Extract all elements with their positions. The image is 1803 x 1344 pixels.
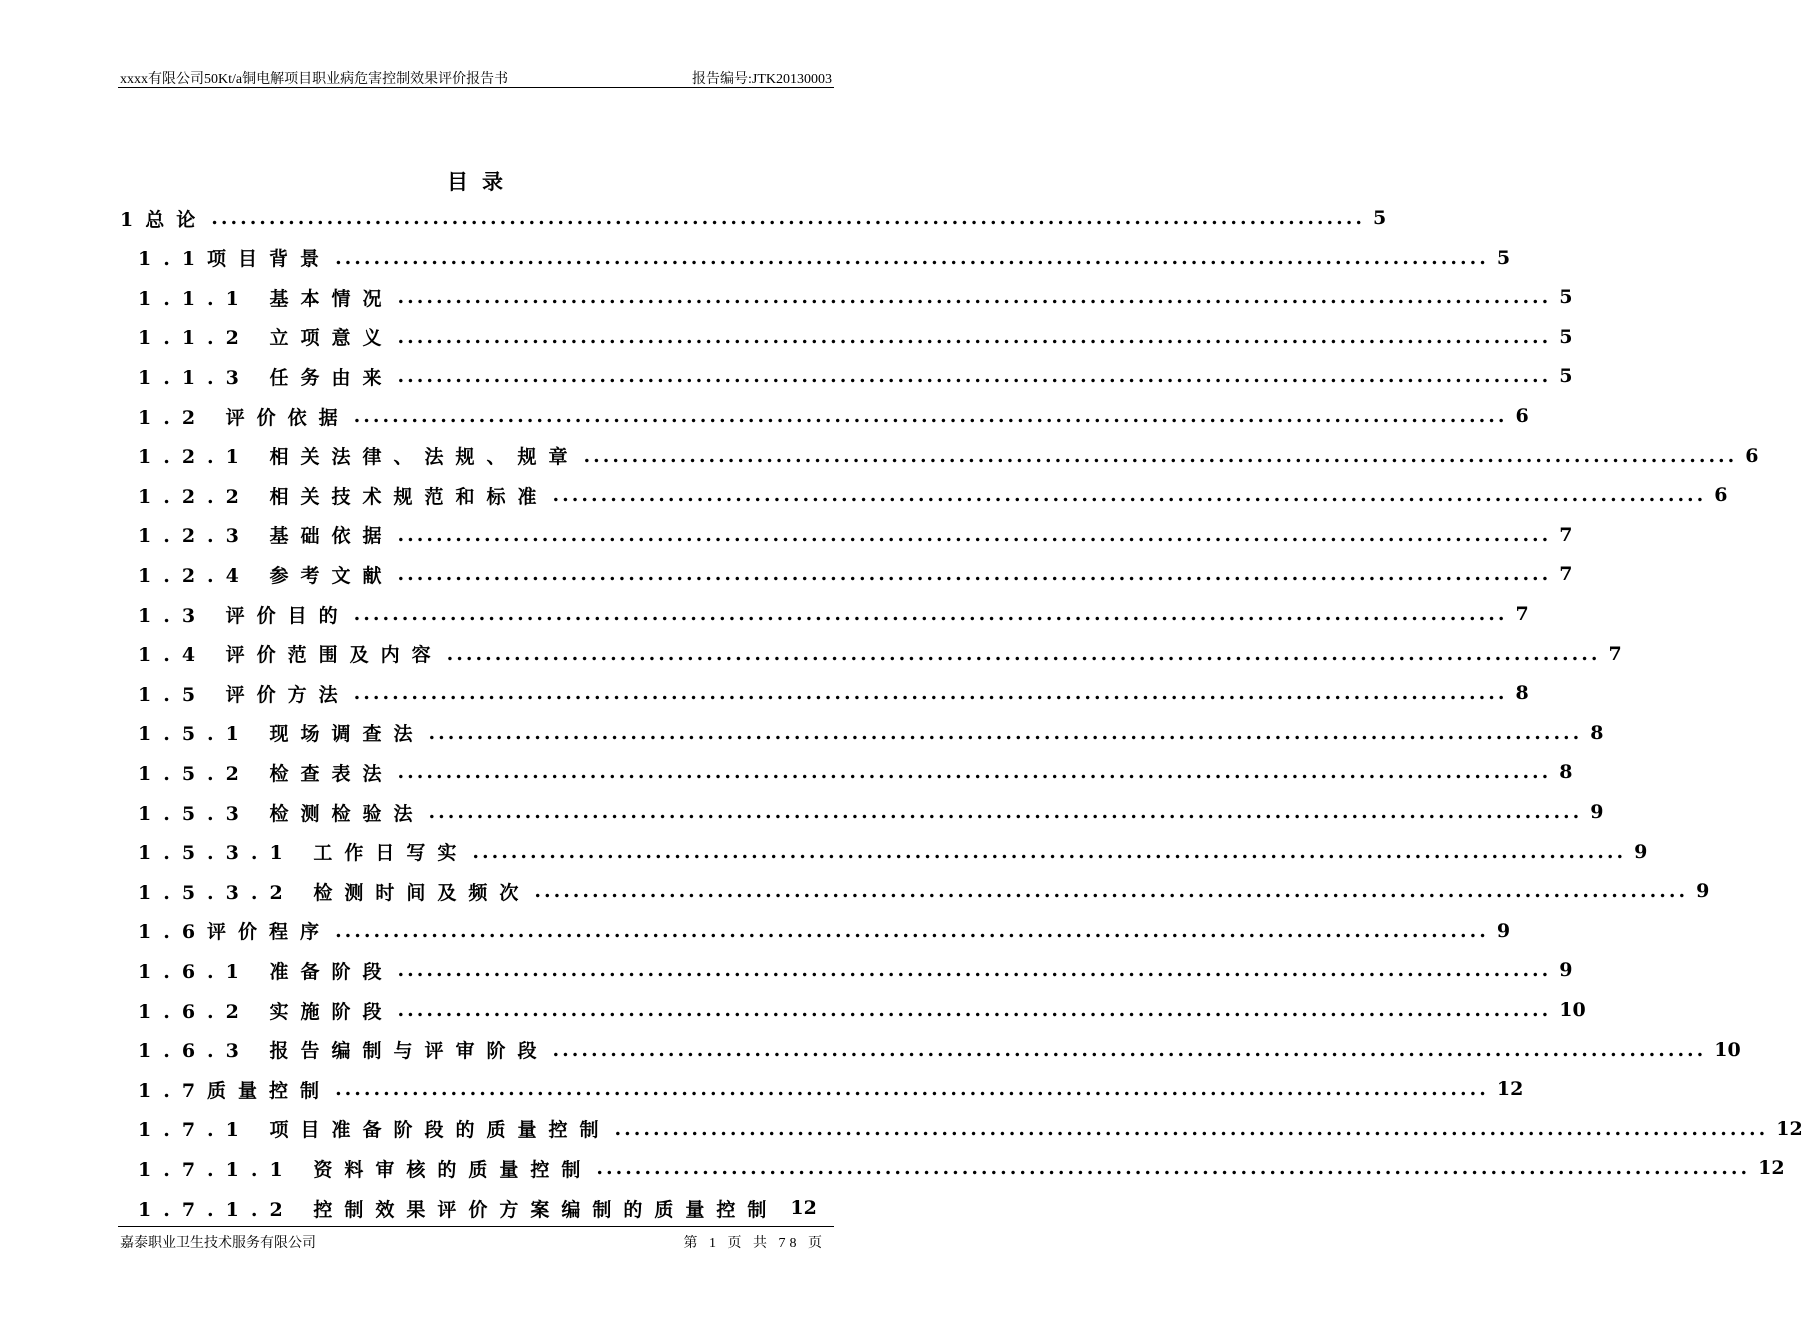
toc-entry-label: 1.1.2 立项意义 [138, 327, 394, 350]
toc-entry-label: 1.5.3 检测检验法 [138, 802, 425, 825]
toc-entry[interactable] [138, 916, 1511, 946]
toc-entry-label: 1.6.3 报告编制与评审阶段 [138, 1040, 549, 1063]
toc-entry-label: 1.1.1 基本情况 [138, 287, 394, 310]
toc-entry-label: 1.1项目背景 [138, 248, 332, 271]
toc-entry-label: 1.7.1 项目准备阶段的质量控制 [138, 1119, 611, 1142]
toc-entry-label: 1.7质量控制 [138, 1079, 332, 1102]
toc-entry-label: 1.7.1.2 控制效果评价方案编制的质量控制 [138, 1198, 779, 1221]
toc-entry-page: 7 [1559, 563, 1573, 586]
toc-entry[interactable] [138, 361, 1573, 391]
toc-entry-page: 10 [1714, 1038, 1741, 1061]
toc-entry-page: 8 [1590, 721, 1604, 744]
toc-leader-dots: ........................................................................................................................ [397, 959, 1552, 982]
toc-entry[interactable] [138, 876, 1710, 906]
toc-leader-dots: ........................................................................................................................ [211, 207, 1366, 229]
toc-entry-page: 9 [1559, 959, 1573, 982]
toc-leader-dots: ........................................................................................................................ [552, 1038, 1707, 1061]
toc-entry[interactable] [138, 1193, 816, 1223]
toc-entry[interactable] [138, 480, 1728, 510]
toc-entry[interactable] [138, 1035, 1741, 1065]
footer-page-number: 第 1 页 共 78 页 [683, 1236, 826, 1251]
toc-entry-page: 5 [1373, 207, 1387, 229]
toc-entry[interactable] [120, 203, 1387, 233]
toc-entry[interactable] [138, 678, 1529, 708]
toc-entry[interactable] [138, 1114, 1803, 1144]
toc-entry-label: 1.2.2 相关技术规范和标准 [138, 485, 549, 508]
toc-entry-page: 8 [1559, 761, 1573, 784]
toc-leader-dots: ........................................................................................................................ [335, 246, 1489, 269]
toc-entry-page: 9 [1634, 840, 1648, 863]
toc-leader-dots: ........................................................................................................................ [397, 523, 1552, 546]
toc-entry[interactable] [138, 441, 1759, 471]
toc-entry[interactable] [138, 599, 1529, 629]
toc-leader-dots: ........................................................................................................................ [397, 365, 1552, 388]
toc-leader-dots: ........................................................................................................................ [428, 721, 1583, 744]
toc-entry-page: 6 [1714, 484, 1728, 507]
toc-entry-label: 1.2.4 参考文献 [138, 564, 394, 587]
toc-entry[interactable] [138, 797, 1604, 827]
toc-entry[interactable] [138, 757, 1573, 787]
toc-leader-dots: ........................................................................................................................ [397, 761, 1552, 784]
toc-entry-page: 12 [1758, 1157, 1785, 1180]
toc-entry-page: 9 [1696, 880, 1710, 903]
toc-entry-label: 1.2 评价依据 [138, 406, 350, 429]
toc-entry[interactable] [138, 243, 1511, 273]
toc-entry[interactable] [138, 955, 1573, 985]
toc-leader-dots: ........................................................................................................................ [552, 484, 1707, 507]
toc-entry-page: 6 [1745, 444, 1759, 467]
toc-entry-label: 1.2.3 基础依据 [138, 525, 394, 548]
toc-entry-page: 5 [1559, 365, 1573, 388]
toc-leader-dots: ........................................................................................................................ [335, 1078, 1489, 1101]
toc-leader-dots: ........................................................................................................................ [397, 325, 1552, 348]
toc-leader-dots: ........................................................................................................................ [472, 840, 1627, 863]
toc-entry-label: 1.5.3.2 检测时间及频次 [138, 881, 531, 904]
footer-company: 嘉泰职业卫生技术服务有限公司 [120, 1236, 316, 1251]
toc-entry-page: 8 [1515, 682, 1529, 705]
toc-leader-dots: ........................................................................................................................ [534, 880, 1689, 903]
toc-leader-dots: ........................................................................................................................ [428, 801, 1583, 823]
toc-entry[interactable] [138, 639, 1622, 669]
toc-leader-dots: ........................................................................................................................ [353, 405, 1508, 427]
toc-entry[interactable] [138, 401, 1529, 431]
toc-entry[interactable] [138, 1074, 1524, 1104]
toc-entry[interactable] [138, 1153, 1785, 1183]
toc-entry-label: 1.3 评价目的 [138, 604, 350, 627]
toc-leader-dots: ........................................................................................................................ [353, 603, 1508, 625]
toc-entry[interactable] [138, 837, 1648, 867]
toc-entry-page: 7 [1608, 642, 1622, 665]
toc-entry-label: 1.5.3.1 工作日写实 [138, 842, 469, 865]
toc-leader-dots: ........................................................................................................................ [335, 919, 1489, 942]
toc-leader-dots: ........................................................................................................................ [596, 1157, 1751, 1180]
toc-entry-label: 1.6.1 准备阶段 [138, 960, 394, 983]
toc-entry-label: 1.1.3 任务由来 [138, 366, 394, 389]
footer-divider [118, 1226, 834, 1227]
toc-entry-page: 10 [1559, 999, 1586, 1021]
toc-entry[interactable] [138, 282, 1573, 312]
toc-entry[interactable] [138, 718, 1604, 748]
toc-entry-label: 1.5.1 现场调查法 [138, 723, 425, 746]
toc-entry-page: 5 [1496, 246, 1511, 269]
toc-title: 目录 [447, 169, 517, 194]
toc-entry-page: 9 [1496, 919, 1511, 942]
toc-entry-label: 1.4 评价范围及内容 [138, 644, 443, 667]
header-report-title: xxxx有限公司50Kt/a铜电解项目职业病危害控制效果评价报告书 [120, 72, 509, 87]
toc-entry[interactable] [138, 322, 1573, 352]
toc-leader-dots: ........................................................................................................................ [614, 1117, 1769, 1140]
toc-entry-label: 1.2.1 相关法律、法规、规章 [138, 446, 580, 469]
page-footer [120, 1232, 832, 1254]
toc-entry-page: 12 [1496, 1078, 1524, 1101]
toc-entry-label: 1.6.2 实施阶段 [138, 1000, 394, 1023]
toc-entry-page: 5 [1559, 325, 1573, 348]
toc-entry-page: 7 [1515, 603, 1529, 625]
toc-leader-dots: ........................................................................................................................ [583, 444, 1738, 467]
toc-entry-page: 6 [1515, 405, 1529, 427]
toc-entry-label: 1.5.2 检查表法 [138, 762, 394, 785]
toc-entry-label: 1.5 评价方法 [138, 683, 350, 706]
toc-leader-dots: ........................................................................................................................ [397, 286, 1552, 309]
toc-leader-dots: ........................................................................................................................ [397, 999, 1552, 1021]
toc-entry[interactable] [138, 520, 1573, 550]
toc-entry-page: 9 [1590, 801, 1604, 823]
toc-leader-dots: ........................................................................................................................ [353, 682, 1508, 705]
toc-entry-label: 1总论 [120, 208, 208, 231]
toc-entry[interactable] [138, 995, 1586, 1025]
toc-entry[interactable] [138, 559, 1573, 589]
toc-entry-label: 1.7.1.1 资料审核的质量控制 [138, 1158, 593, 1181]
toc-entry-page: 12 [790, 1197, 817, 1219]
toc-entry-label: 1.6评价程序 [138, 921, 332, 944]
toc-entry-page: 12 [1776, 1117, 1803, 1140]
toc-leader-dots: ........................................................................................................................ [397, 563, 1552, 586]
toc-leader-dots: ........................................................................................................................ [446, 642, 1601, 665]
toc-entry-page: 7 [1559, 523, 1573, 546]
header-report-number: 报告编号:JTK20130003 [692, 72, 832, 87]
toc-entry-page: 5 [1559, 286, 1573, 309]
